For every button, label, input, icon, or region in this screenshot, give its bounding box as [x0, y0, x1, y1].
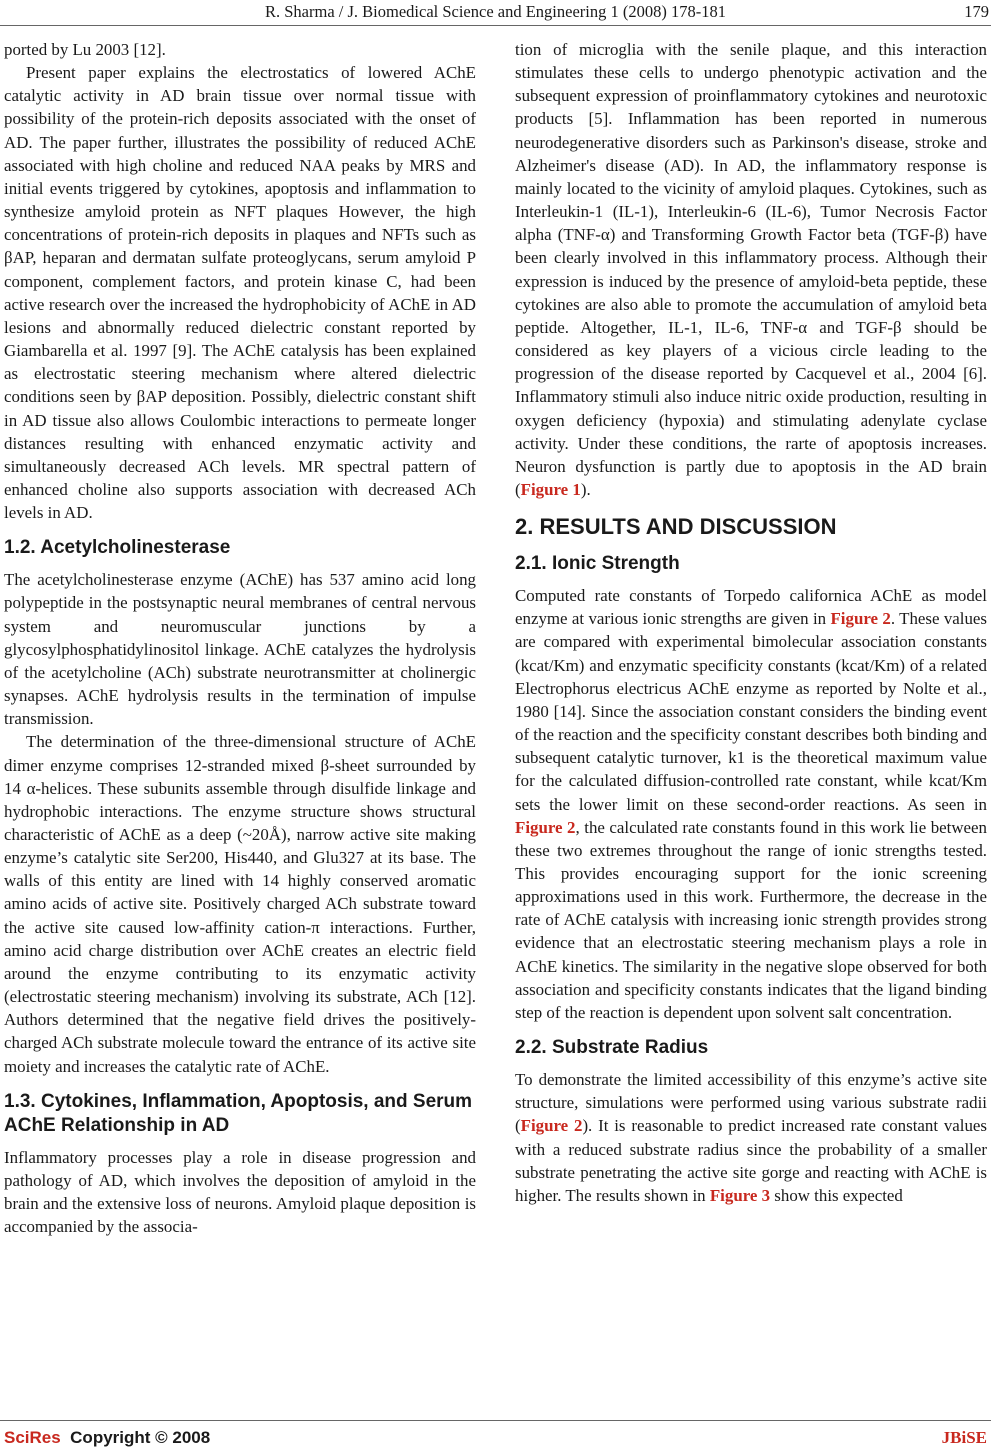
section-heading: 2.1. Ionic Strength: [515, 553, 680, 575]
text-run: Computed rate constants of Torpedo californica AChE as model enzyme at various ionic strengths are given in: [515, 586, 987, 629]
footer-rule: [0, 1420, 991, 1421]
figure-link[interactable]: Figure 2: [830, 609, 891, 629]
running-header: [0, 2, 991, 26]
footer-left: [4, 1428, 210, 1448]
text-run: . These values are compared with experimental bimolecular association constants (kcat/Km) and enzymatic specificity constants (kcat/Km) of a related Electrophorus electricus AChE enzyme as reported by Nolte et al., 1980 [14]. Since the association constant considers the binding event of the reaction and the specificity constant describes both binding and subsequent catalytic turnover, k1 is the theoretical maximum value for the calculated diffusion-controlled rate constant, while kcat/Km sets the lower limit on these second-order reactions. As seen in: [515, 609, 987, 814]
page-footer: [0, 1420, 991, 1450]
section-heading: 1.3. Cytokines, Inflammation, Apoptosis, and Serum AChE Relationship in AD: [4, 1090, 473, 1136]
paragraph: ported by Lu 2003 [12].: [4, 40, 166, 59]
copyright-text: Copyright © 2008: [70, 1428, 211, 1447]
text-run: show this expected: [770, 1185, 903, 1205]
right-column: [515, 38, 987, 1207]
left-column: [4, 38, 476, 1238]
paragraph: Present paper explains the electrostatics of lowered AChE catalytic activity in AD brain tissue over normal tissue with possibility of the protein-rich deposits associated with the onset of AD. The paper further, illustrates the possibility of reduced AChE associated with high choline and reduced NAA peaks by MRS and initial events triggered by cytokines, apoptosis and inflammation to synthesize amyloid protein as NFT plaques However, the high concentrations of protein-rich deposits in plaques and NFTs such as βAP, heparan and dermatan sulfate proteoglycans, serum amyloid P component, complement factors, and protein kinase C, had been active research over the increased the hydrophobicity of AChE in AD lesions and abnormally reduced dielectric constant reported by Giambarella et al. 1997 [9]. The AChE catalysis has been explained as electrostatic steering mechanism where altered dielectric conditions seen by βAP deposition. Possibly, dielectric constant shift in AD tissue also allows Coulombic interactions to permeate longer distances resulting with enhanced enzymatic activity and simultaneously decreased ACh levels. MR spectral pattern of enhanced choline also supports association with decreased ACh levels in AD.: [4, 63, 476, 523]
paragraph: [515, 1068, 987, 1207]
text-run: To demonstrate the limited accessibility of this enzyme’s active site structure, simulations were performed using various substrate radii (: [515, 1070, 987, 1136]
text-run: , the calculated rate constants found in this work lie between these two extremes throughout the range of ionic strengths tested. This provides encouraging support for the ionic screening approximations used in this work. Furthermore, the decrease in the rate of AChE catalysis with increasing ionic strength provides strong evidence that an electrostatic steering mechanism plays a role in AChE kinetics. The similarity in the negative slope observed for both association and specificity constants indicates that the ligand binding step of the reaction is dependent upon solvent salt concentration.: [515, 817, 987, 1022]
section-heading: 2. RESULTS AND DISCUSSION: [515, 514, 837, 540]
paragraph: The determination of the three-dimensional structure of AChE dimer enzyme comprises 12-stranded mixed β-sheet surrounded by 14 α-helices. These subunits assemble through disulfide linkage and hydrophobic interactions. The enzyme structure shows structural characteristic of AChE as a deep (~20Å), narrow active site making enzyme’s catalytic site Ser200, His440, and Glu327 at its base. The walls of this entity are lined with 14 highly conserved aromatic amino acids of active site. Positively charged ACh substrate toward the active site caused low-affinity cation-π interactions. Further, amino acid charge distribution over AChE creates an electric field around the enzyme contributing to its enzymatic activity (electrostatic steering mechanism) involving its substrate, ACh [12]. Authors determined that the negative field drives the positively-charged ACh substrate molecule toward the entrance of its active site moiety and increases the catalytic rate of AChE.: [4, 732, 476, 1076]
page-number: 179: [964, 2, 989, 21]
paragraph: [515, 584, 987, 1024]
paragraph: The acetylcholinesterase enzyme (AChE) has 537 amino acid long polypeptide in the postsynaptic neural membranes of central nervous system and neuromuscular junctions by a glycosylphosphatidylinositol linkage. AChE catalyzes the hydrolysis of the acetylcholine (ACh) substrate neurotransmitter at cholinergic synapses. AChE hydrolysis results in the termination of impulse transmission.: [4, 570, 476, 729]
paragraph: Inflammatory processes play a role in disease progression and pathology of AD, which involves the deposition of amyloid in the brain and the extensive loss of neurons. Amyloid plaque deposition is accompanied by the associa-: [4, 1147, 476, 1237]
text-run: ).: [580, 479, 591, 499]
header-rule: [0, 25, 991, 26]
text-run: tion of microglia with the senile plaque, and this interaction stimulates these cells to undergo phenotypic activation and the subsequent expression of proinflammatory cytokines and neurotoxic products [5]. Inflammation has been reported in numerous neurodegenerative disorders such as Parkinson's disease, stroke and Alzheimer's disease (AD). In AD, the inflammatory response is mainly located to the vicinity of amyloid plaques. Cytokines, such as Interleukin-1 (IL-1), Interleukin-6 (IL-6), Tumor Necrosis Factor alpha (TNF-α) and Transforming Growth Factor beta (TGF-β) have been clearly involved in this inflammatory process. Although their expression is induced by the presence of amyloid-beta peptide, these cytokines are also able to promote the accumulation of amyloid beta peptide. Altogether, IL-1, IL-6, TNF-α and TGF-β should be considered as key players of a vicious circle leading to the progression of the disease reported by Cacquevel et al., 2004 [6]. Inflammatory stimuli also induce nitric oxide production, resulting in oxygen deficiency (hypoxia) and stimulating adenylate cyclase activity. Under these conditions, the rarte of apoptosis increases. Neuron dysfunction is partly due to apoptosis in the AD brain (: [515, 40, 987, 499]
journal-name: JBiSE: [941, 1428, 987, 1447]
figure-link[interactable]: Figure 2: [520, 1116, 583, 1136]
running-title: R. Sharma / J. Biomedical Science and Engineering 1 (2008) 178-181: [265, 2, 726, 21]
section-heading: 1.2. Acetylcholinesterase: [4, 537, 231, 559]
section-heading: 2.2. Substrate Radius: [515, 1037, 709, 1059]
figure-link[interactable]: Figure 2: [515, 817, 576, 837]
publisher-brand: SciRes: [4, 1428, 61, 1447]
figure-link[interactable]: Figure 3: [709, 1185, 771, 1205]
paragraph: [515, 38, 987, 501]
figure-link[interactable]: Figure 1: [520, 479, 581, 499]
text-run: ). It is reasonable to predict increased rate constant values with a reduced substrate radius since the probability of a smaller substrate penetrating the active site gorge and reacting with AChE is higher. The results shown in: [515, 1116, 987, 1205]
